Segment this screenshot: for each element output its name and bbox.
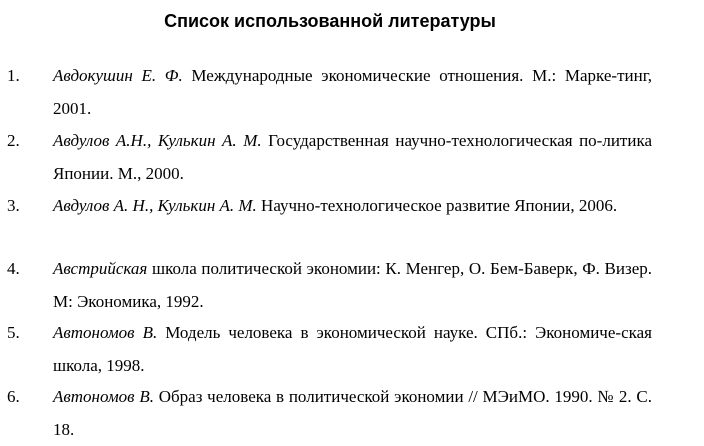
item-number: 5. (7, 323, 20, 342)
item-number: 3. (7, 196, 20, 215)
item-author: Авдулов А. Н., Кулькин А. М. (53, 196, 257, 215)
item-text (53, 59, 652, 125)
page-title: Список использованной литературы (164, 11, 496, 31)
item-rest: Государственная научно-технологическая по-литика Японии. М., 2000. (53, 131, 652, 183)
item-text (53, 189, 652, 222)
list-item (0, 189, 704, 253)
item-text (53, 316, 652, 382)
item-number: 2. (7, 131, 20, 150)
item-text (53, 252, 652, 318)
item-rest: школа политической экономии: К. Менгер, О. Бем-Баверк, Ф. Визер. М: Экономика, 1992. (53, 259, 652, 311)
item-author: Авдокушин Е. Ф. (53, 66, 183, 85)
item-text (53, 124, 652, 190)
item-rest: Образ человека в политической экономии // МЭиМО. 1990. № 2. С. 18. (53, 387, 652, 439)
item-number: 6. (7, 387, 20, 406)
list-item (0, 316, 704, 380)
item-text (53, 380, 652, 446)
item-author: Авдулов А.Н., Кулькин А. М. (53, 131, 262, 150)
list-item (0, 59, 704, 123)
list-item (0, 252, 704, 316)
item-rest: Модель человека в экономической науке. СПб.: Экономиче-ская школа, 1998. (53, 323, 652, 375)
item-number: 1. (7, 66, 20, 85)
item-author: Автономов В. (53, 387, 154, 406)
item-author: Австрийская (53, 259, 148, 278)
item-author: Автономов В. (53, 323, 158, 342)
item-rest: Международные экономические отношения. М.: Марке-тинг, 2001. (53, 66, 653, 118)
list-item (0, 380, 704, 444)
item-number: 4. (7, 259, 20, 278)
item-rest: Научно-технологическое развитие Японии, 2006. (256, 196, 618, 215)
list-item (0, 124, 704, 188)
